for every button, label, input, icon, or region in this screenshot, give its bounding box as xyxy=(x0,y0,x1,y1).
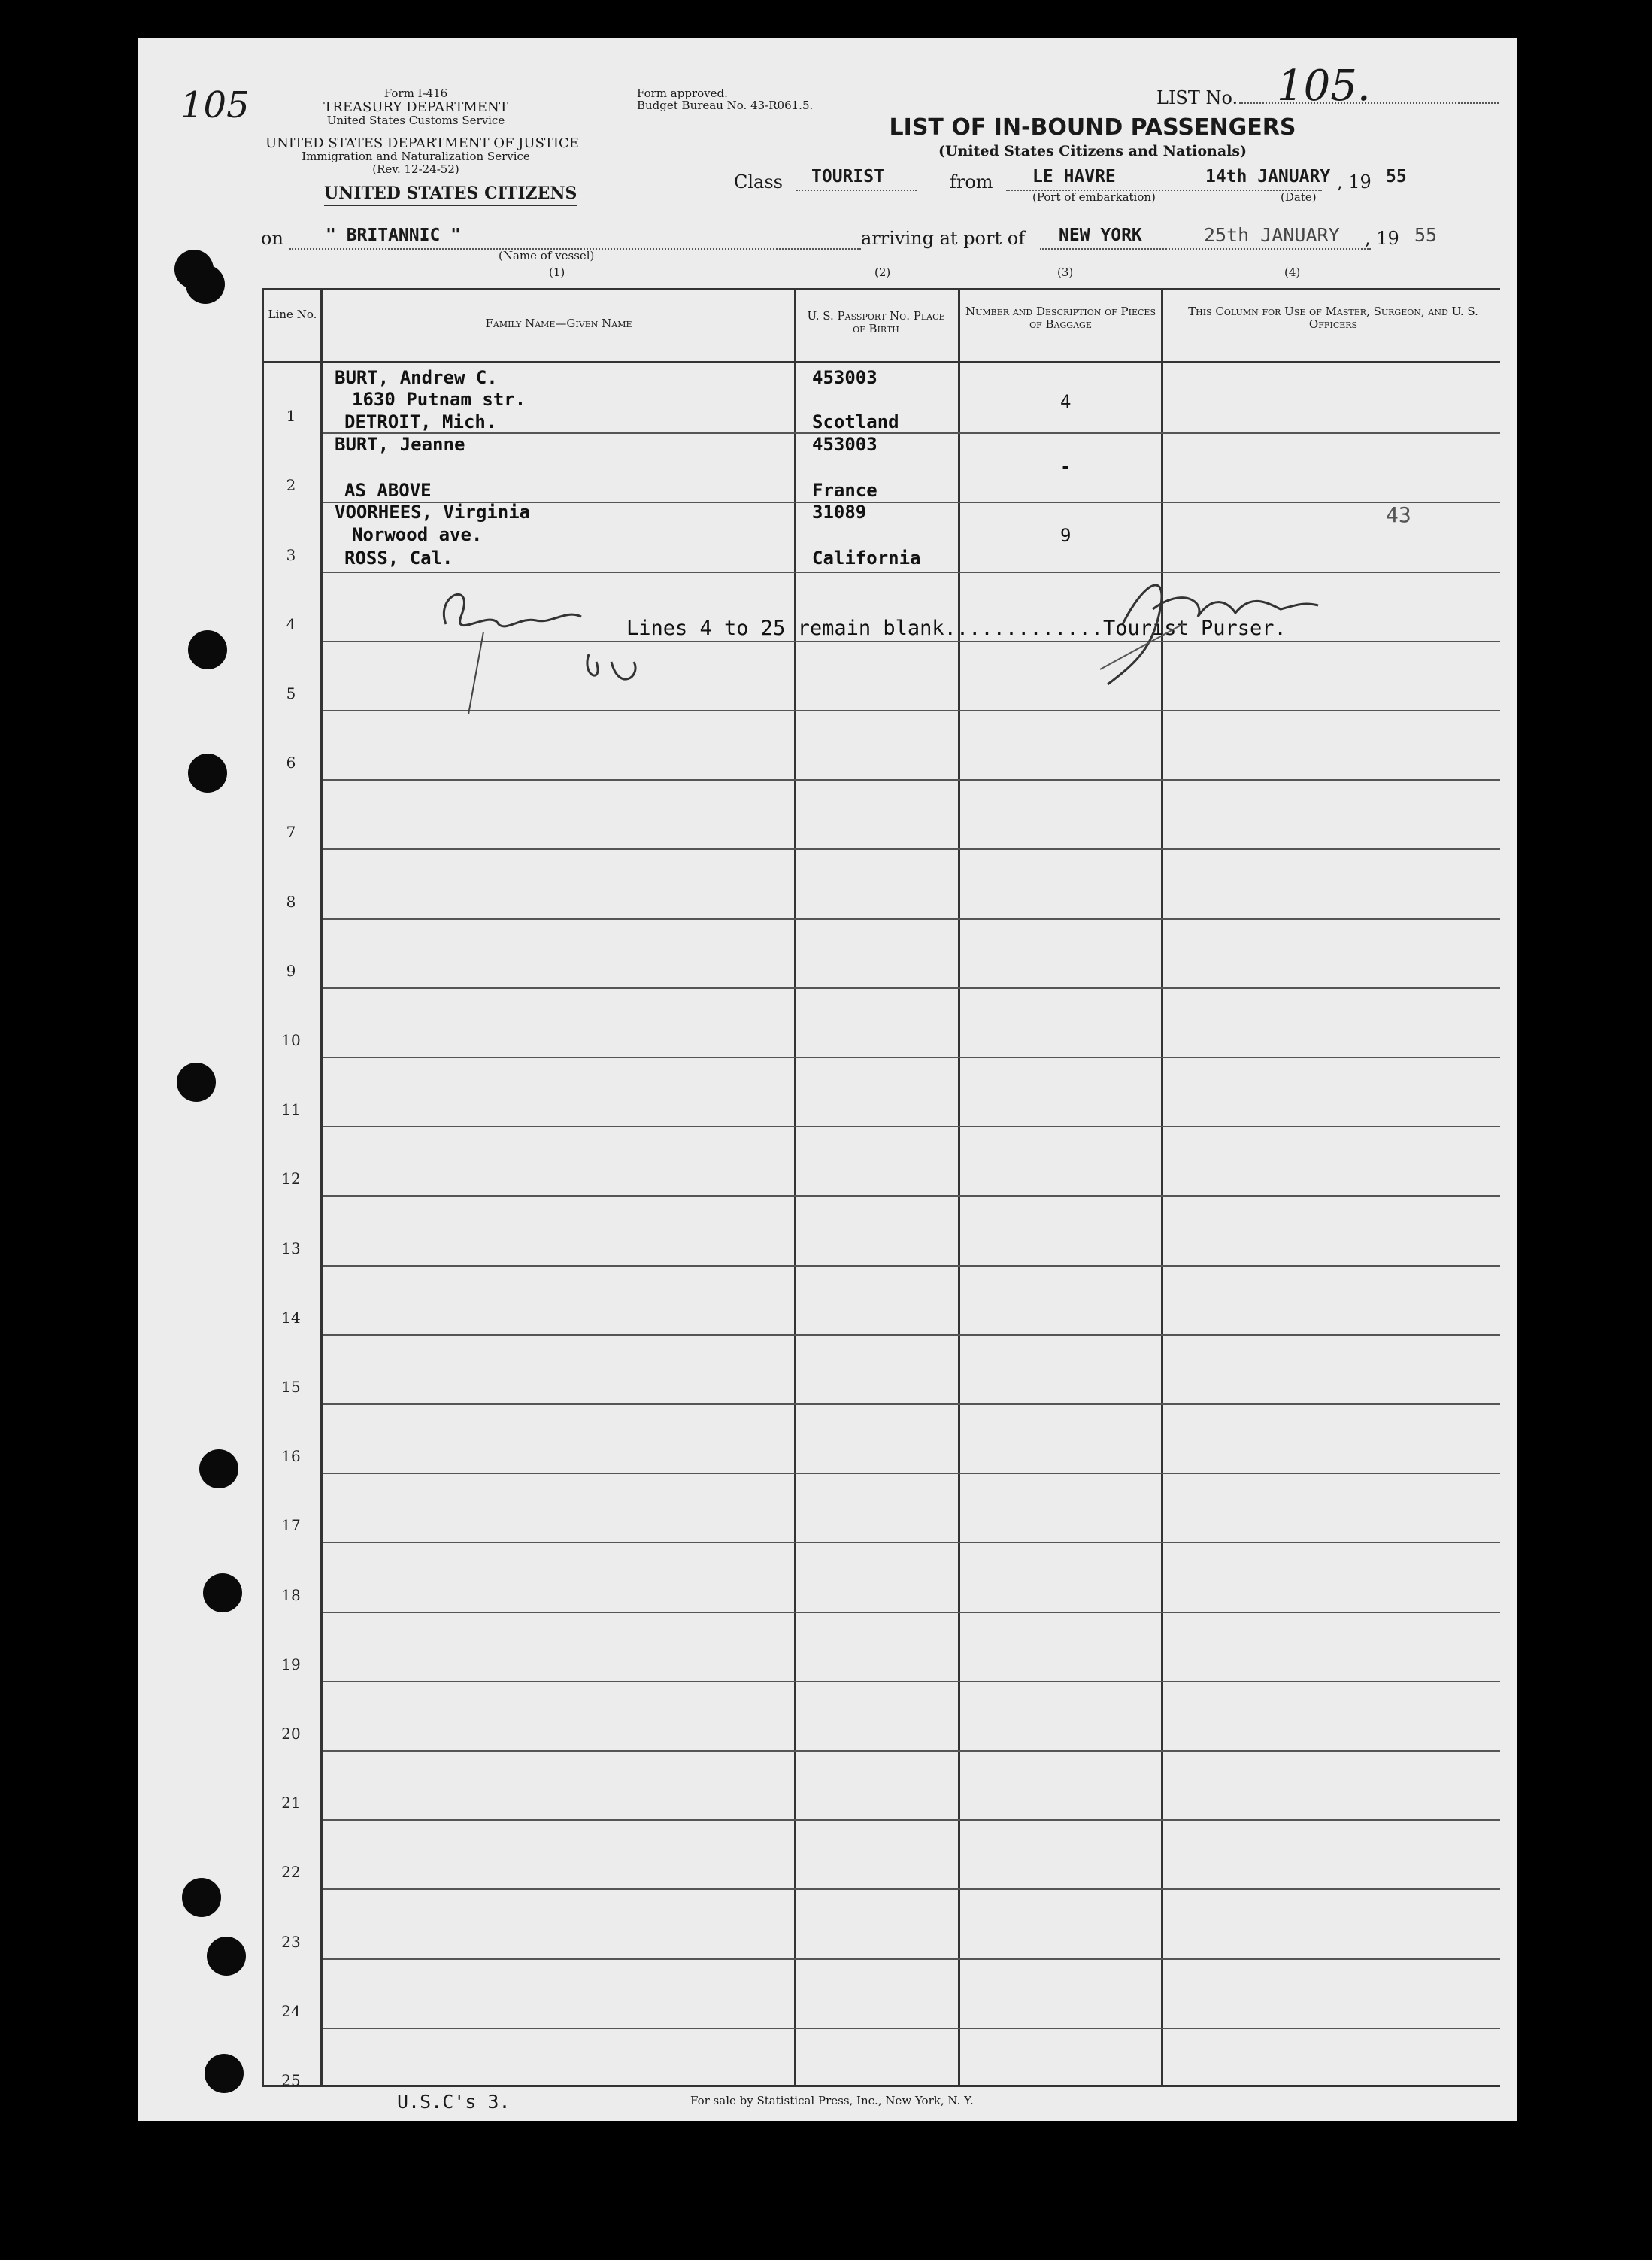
purser-signature xyxy=(1078,534,1363,707)
header-name: Family Name—Given Name xyxy=(485,317,632,330)
arrival-date: 25th JANUARY xyxy=(1204,224,1340,246)
arriving-label: arriving at port of xyxy=(861,228,1026,249)
line-number: 20 xyxy=(281,1725,301,1743)
officer-note: 43 xyxy=(1386,502,1411,527)
line-number: 14 xyxy=(281,1308,301,1327)
class-underline xyxy=(796,187,917,191)
line-number: 23 xyxy=(281,1932,301,1951)
line-number: 21 xyxy=(281,1794,301,1813)
form-subtitle: (United States Citizens and Nationals) xyxy=(938,143,1247,159)
col-num-4: (4) xyxy=(1284,265,1301,279)
row-rule xyxy=(323,1750,1500,1752)
col-num-2: (2) xyxy=(874,265,891,279)
row-rule xyxy=(323,1958,1500,1960)
row-rule xyxy=(323,1334,1500,1336)
line-col-divider xyxy=(320,288,323,2087)
passenger-3-city: ROSS, Cal. xyxy=(344,548,453,569)
margin-number: 105 xyxy=(180,84,250,126)
col-num-3: (3) xyxy=(1057,265,1074,279)
class-label: Class xyxy=(734,171,783,193)
header-line-no: Line No. xyxy=(268,308,317,321)
departure-year: 55 xyxy=(1386,167,1407,187)
passenger-2-baggage: - xyxy=(1060,456,1072,477)
dept-name: TREASURY DEPARTMENT xyxy=(323,99,508,115)
header-passport: U. S. Passport No. Place of Birth xyxy=(807,309,945,335)
handwritten-initials xyxy=(431,564,679,745)
list-no-label: LIST No. xyxy=(1156,87,1238,108)
line-number: 15 xyxy=(281,1378,301,1396)
table-bottom-border xyxy=(262,2085,1500,2087)
line-number: 4 xyxy=(286,614,296,633)
line-number: 5 xyxy=(286,684,296,702)
line-number: 1 xyxy=(286,407,296,426)
row-rule xyxy=(323,1265,1500,1267)
line-number: 17 xyxy=(281,1516,301,1535)
line-number: 16 xyxy=(281,1447,301,1466)
line-number: 18 xyxy=(281,1585,301,1604)
punch-hole xyxy=(205,2054,244,2093)
passenger-3-baggage: 9 xyxy=(1060,525,1072,546)
usc-code: U.S.C's 3. xyxy=(397,2091,511,2113)
punch-hole xyxy=(188,754,227,793)
name-col-divider xyxy=(794,288,796,2087)
line-number: 6 xyxy=(286,754,296,772)
year-prefix: , 19 xyxy=(1337,171,1372,193)
passenger-3-address: Norwood ave. xyxy=(352,524,483,545)
row-rule xyxy=(323,1473,1500,1474)
passenger-3-birthplace: California xyxy=(812,548,921,569)
passenger-2-passport: 453003 xyxy=(812,434,878,455)
line-number: 11 xyxy=(281,1100,301,1119)
line-number: 24 xyxy=(281,2001,301,2020)
row-rule xyxy=(323,1888,1500,1890)
from-caption: (Port of embarkation) xyxy=(1032,190,1156,204)
customs-service: United States Customs Service xyxy=(326,114,505,127)
line-number: 13 xyxy=(281,1239,301,1257)
line-number: 22 xyxy=(281,1863,301,1882)
form-approved: Form approved. xyxy=(637,86,728,100)
date-caption: (Date) xyxy=(1281,190,1317,204)
line-number: 9 xyxy=(286,961,296,980)
line-number: 3 xyxy=(286,545,296,564)
justice-dept: UNITED STATES DEPARTMENT OF JUSTICE xyxy=(265,135,579,151)
blank-lines-note: Lines 4 to 25 remain blank.............Tourist Purser. xyxy=(626,617,1287,640)
departure-date: 14th JANUARY xyxy=(1205,167,1331,187)
printer-note: For sale by Statistical Press, Inc., New York, N. Y. xyxy=(690,2094,974,2107)
arrival-year-prefix: , 19 xyxy=(1365,228,1399,249)
punch-hole xyxy=(177,1063,216,1102)
row-rule xyxy=(323,1612,1500,1613)
passenger-2-name: BURT, Jeanne xyxy=(335,434,465,455)
passenger-1-city: DETROIT, Mich. xyxy=(344,411,497,432)
vessel-caption: (Name of vessel) xyxy=(499,249,595,262)
passport-col-divider xyxy=(958,288,960,2087)
line-number: 10 xyxy=(281,1031,301,1049)
header-bottom-border xyxy=(262,361,1500,363)
line-number: 7 xyxy=(286,823,296,842)
punch-hole xyxy=(186,265,225,304)
line-number: 19 xyxy=(281,1655,301,1673)
budget-bureau: Budget Bureau No. 43-R061.5. xyxy=(637,99,814,112)
row-rule xyxy=(323,1403,1500,1405)
list-no-value: 105. xyxy=(1277,62,1371,111)
form-sheet xyxy=(138,38,1517,2121)
arrival-year: 55 xyxy=(1414,224,1438,246)
row-rule xyxy=(323,848,1500,850)
punch-hole xyxy=(207,1937,246,1976)
punch-hole xyxy=(199,1449,238,1488)
row-rule xyxy=(323,1681,1500,1682)
ins-name: Immigration and Naturalization Service xyxy=(302,150,530,163)
line-number: 2 xyxy=(286,476,296,495)
row-rule xyxy=(323,779,1500,781)
passenger-2-birthplace: France xyxy=(812,480,878,501)
row-rule xyxy=(323,1126,1500,1127)
on-label: on xyxy=(261,228,283,249)
from-label: from xyxy=(950,171,993,193)
passenger-2-address: AS ABOVE xyxy=(344,480,432,501)
punch-hole xyxy=(203,1573,242,1612)
form-title: LIST OF IN-BOUND PASSENGERS xyxy=(889,114,1296,141)
line-number: 25 xyxy=(281,2071,301,2089)
row-rule xyxy=(323,1195,1500,1197)
row-rule xyxy=(323,1819,1500,1821)
from-value: LE HAVRE xyxy=(1032,167,1116,187)
passenger-1-baggage: 4 xyxy=(1060,391,1072,412)
row-rule xyxy=(323,1057,1500,1058)
row-rule xyxy=(323,1542,1500,1543)
row-rule xyxy=(323,918,1500,920)
passenger-3-name: VOORHEES, Virginia xyxy=(335,502,531,523)
row-rule xyxy=(323,987,1500,989)
header-baggage: Number and Description of Pieces of Baggage xyxy=(965,305,1156,331)
passenger-1-passport: 453003 xyxy=(812,367,878,388)
us-citizens-label: UNITED STATES CITIZENS xyxy=(324,184,577,206)
passenger-1-name: BURT, Andrew C. xyxy=(335,367,498,388)
passenger-3-passport: 31089 xyxy=(812,502,867,523)
passenger-1-birthplace: Scotland xyxy=(812,411,899,432)
revision: (Rev. 12-24-52) xyxy=(372,162,459,176)
punch-hole xyxy=(188,630,227,669)
punch-hole xyxy=(182,1878,221,1917)
vessel-name: " BRITANNIC " xyxy=(326,226,462,245)
table-left-border xyxy=(262,288,264,2087)
passenger-1-address: 1630 Putnam str. xyxy=(352,389,526,410)
row-rule xyxy=(323,432,1500,434)
arrival-port: NEW YORK xyxy=(1059,226,1142,245)
row-rule xyxy=(323,2028,1500,2029)
form-number: Form I-416 xyxy=(383,86,448,100)
line-number: 12 xyxy=(281,1169,301,1188)
class-value: TOURIST xyxy=(811,167,884,187)
table-top-border xyxy=(262,288,1500,290)
line-number: 8 xyxy=(286,892,296,911)
col-num-1: (1) xyxy=(549,265,565,279)
header-officers: This Column for Use of Master, Surgeon, and U. S. Officers xyxy=(1188,305,1478,331)
